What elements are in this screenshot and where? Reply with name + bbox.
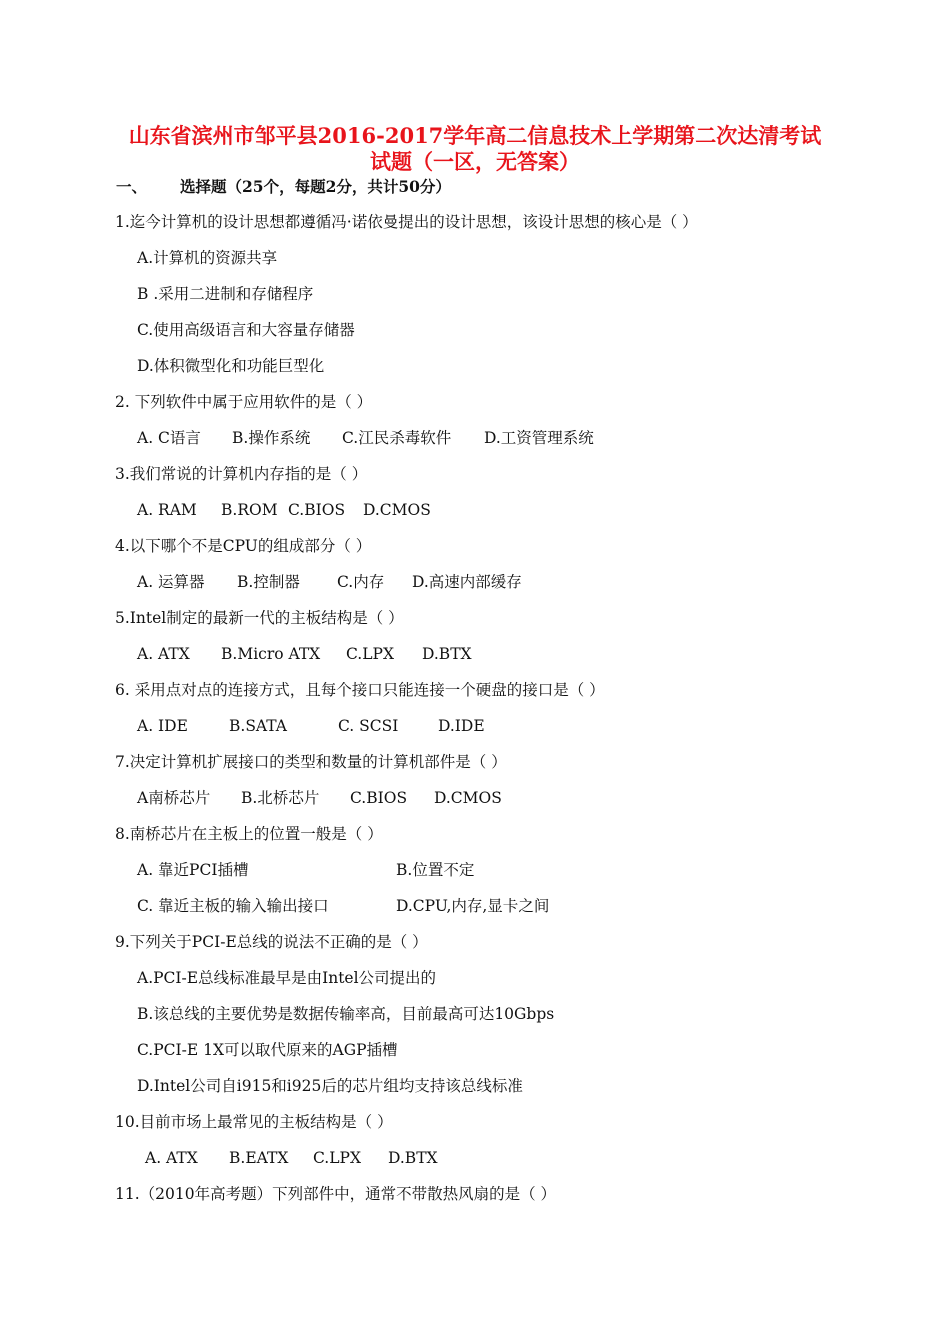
question-4-option-b: B.控制器 [237, 573, 300, 591]
question-8-option-d: D.CPU,内存,显卡之间 [396, 897, 550, 915]
question-2-options [137, 427, 594, 449]
question-4-option-d: D.高速内部缓存 [412, 573, 522, 591]
question-9-option-d: D.Intel公司自i915和i925后的芯片组均支持该总线标准 [137, 1077, 523, 1095]
question-2-stem: 2. 下列软件中属于应用软件的是（ ） [115, 393, 373, 411]
question-1-option-c: C.使用高级语言和大容量存储器 [137, 321, 355, 339]
question-4-stem: 4.以下哪个不是CPU的组成部分（ ） [115, 537, 372, 555]
question-3-option-b: B.ROM [221, 501, 278, 519]
question-2-option-a: A. C语言 [137, 429, 201, 447]
question-4-option-c: C.内存 [337, 573, 385, 591]
question-5-option-c: C.LPX [346, 645, 394, 663]
question-5-option-a: A. ATX [137, 645, 190, 663]
question-7-option-a: A南桥芯片 [137, 789, 211, 807]
question-5-options [137, 643, 472, 665]
question-6-stem: 6. 采用点对点的连接方式，且每个接口只能连接一个硬盘的接口是（ ） [115, 681, 605, 699]
question-1-option-d: D.体积微型化和功能巨型化 [137, 357, 325, 375]
question-8-option-c: C. 靠近主板的输入输出接口 [137, 897, 329, 915]
question-7-option-b: B.北桥芯片 [241, 789, 320, 807]
question-5-stem: 5.Intel制定的最新一代的主板结构是（ ） [115, 609, 404, 627]
question-4-option-a: A. 运算器 [137, 573, 205, 591]
question-11-stem: 11.（2010年高考题）下列部件中，通常不带散热风扇的是（ ） [115, 1185, 557, 1203]
question-6-option-b: B.SATA [229, 717, 287, 735]
question-3-stem: 3.我们常说的计算机内存指的是（ ） [115, 465, 368, 483]
question-8-options-row2 [137, 895, 549, 917]
exam-title-line1: 山东省滨州市邹平县2016-2017学年高二信息技术上学期第二次达清考试 [128, 123, 822, 148]
question-5-option-b: B.Micro ATX [221, 645, 321, 663]
question-3-options [137, 499, 431, 521]
question-9-option-a: A.PCI-E总线标准最早是由Intel公司提出的 [137, 969, 437, 987]
question-6-options [137, 715, 485, 737]
question-9-option-c: C.PCI-E 1X可以取代原来的AGP插槽 [137, 1041, 398, 1059]
question-10-option-c: C.LPX [313, 1149, 361, 1167]
section-number: 一、 [116, 177, 148, 196]
question-3-option-c: C.BIOS [288, 501, 346, 519]
question-1-stem: 1.迄今计算机的设计思想都遵循冯·诺依曼提出的设计思想，该设计思想的核心是（ ） [115, 213, 698, 231]
question-10-option-a: A. ATX [145, 1149, 198, 1167]
question-3-option-d: D.CMOS [363, 501, 431, 519]
question-9-option-b: B.该总线的主要优势是数据传输率高，目前最高可达10Gbps [137, 1005, 555, 1023]
question-1-option-a: A.计算机的资源共享 [137, 249, 278, 267]
question-6-option-d: D.IDE [438, 717, 485, 735]
section-label: 选择题（25个，每题2分，共计50分） [180, 177, 451, 196]
question-7-stem: 7.决定计算机扩展接口的类型和数量的计算机部件是（ ） [115, 753, 507, 771]
question-7-option-c: C.BIOS [350, 789, 408, 807]
exam-title-line2: 试题（一区，无答案） [370, 149, 580, 174]
question-10-option-b: B.EATX [229, 1149, 289, 1167]
question-1-option-b: B .采用二进制和存储程序 [137, 285, 314, 303]
question-2-option-b: B.操作系统 [232, 429, 311, 447]
question-6-option-a: A. IDE [137, 717, 188, 735]
question-10-options [145, 1147, 438, 1169]
question-10-option-d: D.BTX [388, 1149, 438, 1167]
question-2-option-c: C.江民杀毒软件 [342, 429, 452, 447]
question-6-option-c: C. SCSI [338, 717, 399, 735]
question-8-stem: 8.南桥芯片在主板上的位置一般是（ ） [115, 825, 383, 843]
question-4-options [137, 571, 522, 593]
section-heading [116, 175, 451, 197]
question-10-stem: 10.目前市场上最常见的主板结构是（ ） [115, 1113, 393, 1131]
question-8-options-row1 [137, 859, 474, 881]
question-5-option-d: D.BTX [422, 645, 472, 663]
question-2-option-d: D.工资管理系统 [484, 429, 594, 447]
question-9-stem: 9.下列关于PCI-E总线的说法不正确的是（ ） [115, 933, 428, 951]
question-3-option-a: A. RAM [137, 501, 197, 519]
question-8-option-a: A. 靠近PCI插槽 [137, 861, 249, 879]
question-8-option-b: B.位置不定 [396, 861, 475, 879]
question-7-options [137, 787, 502, 809]
question-7-option-d: D.CMOS [434, 789, 502, 807]
